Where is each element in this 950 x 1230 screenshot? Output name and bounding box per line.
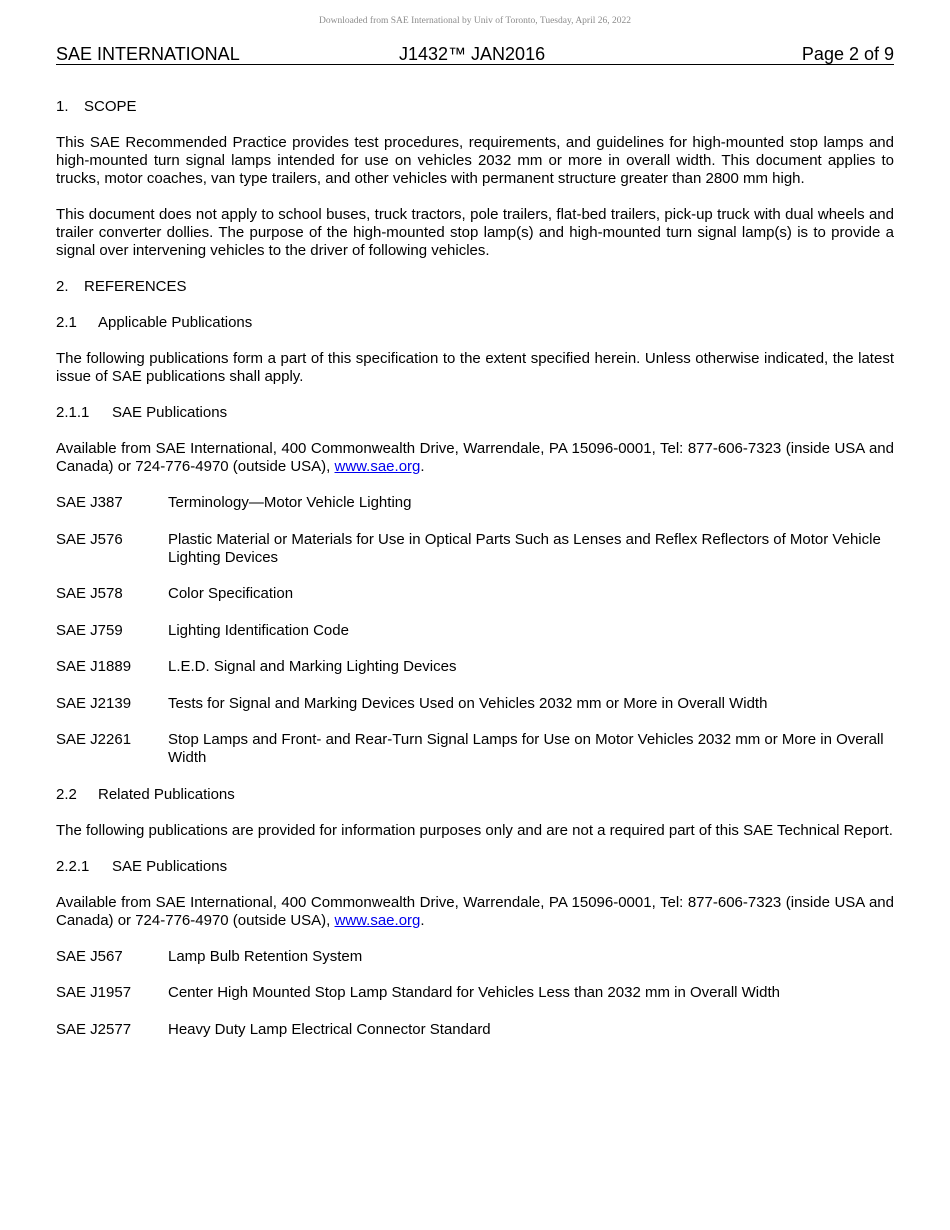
scope-paragraph-1: This SAE Recommended Practice provides test procedures, requirements, and guidelines for high-mounted stop lamps and high-mounted turn signal lamps intended for use on vehicles 2032 mm or more in overall width. This document applies to trucks, motor coaches, van type trailers, and other vehicles with permanent structure greater than 2800 mm high. <box>56 134 894 187</box>
sae-website-link[interactable]: www.sae.org <box>334 911 421 929</box>
subsection-title: Applicable Publications <box>98 314 253 331</box>
header-page-number: Page 2 of 9 <box>801 44 894 64</box>
reference-code: SAE J1957 <box>56 984 132 1001</box>
reference-title: Tests for Signal and Marking Devices Used on Vehicles 2032 mm or More in Overall Width <box>168 694 768 712</box>
reference-title: Lamp Bulb Retention System <box>168 947 363 965</box>
section-title: SCOPE <box>84 98 137 115</box>
subsubsection-heading-related-sae <box>56 858 894 876</box>
reference-item <box>56 1021 894 1039</box>
subsubsection-number: 2.2.1 <box>56 857 90 875</box>
reference-item <box>56 948 894 966</box>
subsection-number: 2.1 <box>56 314 77 331</box>
availability-suffix: . <box>420 911 425 929</box>
applicable-reference-list <box>56 494 894 767</box>
reference-title: L.E.D. Signal and Marking Lighting Devices <box>168 658 457 675</box>
reference-code: SAE J576 <box>56 530 123 548</box>
availability-suffix: . <box>420 458 425 475</box>
availability-text: Available from SAE International, 400 Commonwealth Drive, Warrendale, PA 15096-0001, Tel: 877-606-7323 (inside USA and Canada) or 724-776-4970 (outside USA), <box>56 440 894 475</box>
header-document-id: J1432™ JAN2016 <box>399 44 546 64</box>
reference-item <box>56 695 894 713</box>
reference-code: SAE J759 <box>56 621 123 639</box>
reference-code: SAE J1889 <box>56 658 132 675</box>
reference-item <box>56 585 894 603</box>
reference-item <box>56 531 894 567</box>
section-number: 2. <box>56 278 69 295</box>
availability-text: Available from SAE International, 400 Commonwealth Drive, Warrendale, PA 15096-0001, Tel: 877-606-7323 (inside USA and Canada) or 724-776-4970 (outside USA), <box>56 893 894 929</box>
reference-title: Lighting Identification Code <box>168 621 349 639</box>
sae-website-link[interactable]: www.sae.org <box>334 458 421 475</box>
subsection-title: Related Publications <box>98 785 235 803</box>
reference-item <box>56 658 894 676</box>
section-heading-scope <box>56 98 894 116</box>
section-number: 1. <box>56 98 69 115</box>
download-watermark: Downloaded from SAE International by Univ of Toronto, Tuesday, April 26, 2022 <box>318 16 631 26</box>
related-availability <box>56 894 894 930</box>
reference-title: Color Specification <box>168 585 294 602</box>
subsubsection-number: 2.1.1 <box>56 404 90 421</box>
reference-item <box>56 984 894 1002</box>
reference-code: SAE J567 <box>56 947 123 965</box>
subsubsection-title: SAE Publications <box>112 857 228 875</box>
reference-title: Terminology—Motor Vehicle Lighting <box>168 494 412 511</box>
document-body <box>56 98 894 1057</box>
subsection-number: 2.2 <box>56 785 77 803</box>
reference-code: SAE J578 <box>56 585 123 602</box>
reference-code: SAE J2577 <box>56 1020 132 1038</box>
reference-item <box>56 731 894 767</box>
related-reference-list <box>56 948 894 1039</box>
page-header <box>56 44 894 65</box>
reference-code: SAE J2261 <box>56 731 132 748</box>
reference-title: Heavy Duty Lamp Electrical Connector Standard <box>168 1020 491 1038</box>
applicable-availability <box>56 440 894 476</box>
reference-item <box>56 494 894 512</box>
subsubsection-title: SAE Publications <box>112 404 228 421</box>
reference-title: Center High Mounted Stop Lamp Standard for Vehicles Less than 2032 mm in Overall Width <box>168 984 780 1001</box>
subsection-heading-applicable <box>56 314 894 332</box>
applicable-intro: The following publications form a part of this specification to the extent specified herein. Unless otherwise indicated, the latest issue of SAE publications shall apply. <box>56 350 894 385</box>
section-title: REFERENCES <box>84 278 187 295</box>
reference-title: Plastic Material or Materials for Use in Optical Parts Such as Lenses and Reflex Reflectors of Motor Vehicle Lighting Devices <box>168 530 881 566</box>
reference-item <box>56 622 894 640</box>
reference-code: SAE J387 <box>56 494 123 511</box>
subsection-heading-related <box>56 786 894 804</box>
reference-title: Stop Lamps and Front- and Rear-Turn Signal Lamps for Use on Motor Vehicles 2032 mm or More in Overall Width <box>168 731 884 766</box>
related-intro: The following publications are provided for information purposes only and are not a required part of this SAE Technical Report. <box>56 821 893 839</box>
subsubsection-heading-applicable-sae <box>56 404 894 422</box>
section-heading-references <box>56 278 894 296</box>
reference-code: SAE J2139 <box>56 694 132 712</box>
scope-paragraph-2: This document does not apply to school buses, truck tractors, pole trailers, flat-bed trailers, pick-up truck with dual wheels and trailer converter dollies. The purpose of the high-mounted stop lamp(s) and high-mounted turn signal lamp(s) is to provide a signal over intervening vehicles to the driver of following vehicles. <box>56 206 894 259</box>
header-organization: SAE INTERNATIONAL <box>56 44 240 64</box>
